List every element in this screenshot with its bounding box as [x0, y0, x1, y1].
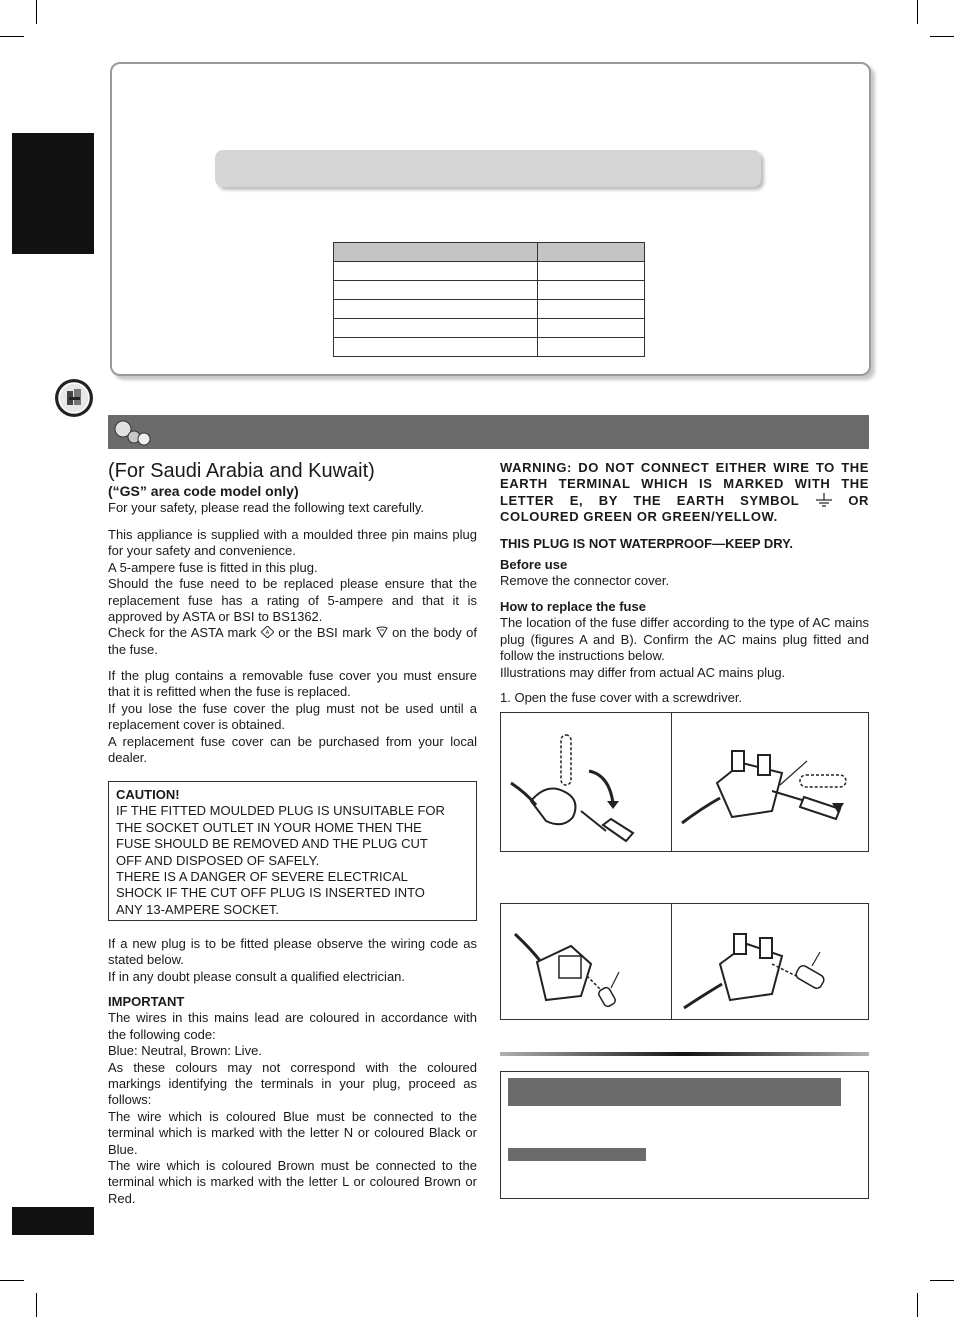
- blue-wire-text: The wire which is coloured Blue must be connected to the terminal which is marked with the letter N or coloured Black or Blue.: [108, 1108, 477, 1157]
- asta-mark-icon: [261, 626, 274, 638]
- wire-code-text: The wires in this mains lead are coloured in accordance with the following code:: [108, 1010, 477, 1042]
- plug-b-screwdriver-illustration: [672, 713, 868, 851]
- caution-line: THE SOCKET OUTLET IN YOUR HOME THEN THE: [116, 819, 422, 835]
- gradient-divider: [500, 1052, 869, 1056]
- earth-warning: WARNING: DO NOT CONNECT EITHER WIRE TO THE EARTH TERMINAL WHICH IS MARKED WITH THE LETTER E, BY THE EARTH SYMBOL OR COLOURED GREEN OR GREEN/YELLOW.: [500, 460, 870, 525]
- electrician-text: If in any doubt please consult a qualified electrician.: [108, 968, 406, 984]
- before-use-title: Before use: [500, 557, 568, 572]
- info-round-icon: [54, 378, 94, 418]
- caution-box: [108, 781, 477, 921]
- new-plug-text: If a new plug is to be fitted please observe the wiring code as stated below.: [108, 936, 477, 968]
- caution-line: SHOCK IF THE CUT OFF PLUG IS INSERTED INTO: [116, 885, 425, 901]
- bottom-box-subheader-bar: [508, 1148, 646, 1161]
- box-heading-bar: [215, 150, 761, 187]
- plug-a-fuse-illustration: [501, 904, 671, 1019]
- section-title: (For Saudi Arabia and Kuwait): [108, 460, 375, 482]
- plug-paragraph: This appliance is supplied with a moulded three pin mains plug for your safety and convenience.: [108, 527, 477, 559]
- figure-replace-fuse: [500, 903, 869, 1020]
- bsi-mark-icon: [376, 626, 388, 638]
- markings-text: As these colours may not correspond with the coloured markings identifying the terminals in your plug, proceed as follows:: [108, 1059, 477, 1108]
- bottom-box-header-bar: [508, 1078, 841, 1106]
- before-use-text: Remove the connector cover.: [500, 573, 670, 589]
- lost-cover-text: If you lose the fuse cover the plug must not be used until a replacement cover is obtained.: [108, 700, 477, 733]
- fuse-rating-text: A 5-ampere fuse is fitted in this plug.: [108, 559, 318, 575]
- replacement-text: Should the fuse need to be replaced please ensure that the replacement fuse has a rating of 5-ampere and that it is approved by ASTA or BSI to BS1362.: [108, 576, 477, 625]
- caution-title: CAUTION!: [116, 787, 180, 802]
- page-number-tab: [12, 1207, 94, 1235]
- side-tab: [12, 133, 94, 254]
- brown-wire-text: The wire which is coloured Brown must be connected to the terminal which is marked with the letter L or coloured Brown or Red.: [108, 1158, 477, 1206]
- section-banner: [108, 415, 869, 449]
- section-subtitle: (“GS” area code model only): [108, 483, 299, 499]
- howto-title: How to replace the fuse: [500, 599, 646, 614]
- dealer-text: A replacement fuse cover can be purchased from your local dealer.: [108, 733, 477, 766]
- earth-symbol-icon: [815, 493, 833, 507]
- step-1-text: 1. Open the fuse cover with a screwdriver.: [500, 690, 743, 705]
- caution-line: IF THE FITTED MOULDED PLUG IS UNSUITABLE FOR: [116, 803, 445, 819]
- svg-text:A: A: [265, 630, 270, 637]
- plug-a-screwdriver-illustration: [501, 713, 671, 851]
- asta-text: Check for the ASTA mark A or the BSI mark on the body of the fuse.: [108, 625, 478, 657]
- caution-line: THERE IS A DANGER OF SEVERE ELECTRICAL: [116, 869, 408, 885]
- specification-table: [333, 242, 645, 357]
- fuse-cover-text: If the plug contains a removable fuse cover you must ensure that it is refitted when the fuse is replaced.: [108, 668, 477, 700]
- caution-line: OFF AND DISPOSED OF SAFELY.: [116, 852, 320, 868]
- caution-line: FUSE SHOULD BE REMOVED AND THE PLUG CUT: [116, 836, 428, 852]
- bubbles-icon: [108, 415, 156, 449]
- wire-colours-text: Blue: Neutral, Brown: Live.: [108, 1043, 262, 1059]
- intro-text: For your safety, please read the following text carefully.: [108, 500, 425, 515]
- caution-line: ANY 13-AMPERE SOCKET.: [116, 901, 280, 917]
- howto-text: The location of the fuse differ according to the type of AC mains plug (figures A and B). Confirm the AC mains plug fitted and follow the instructions below.: [500, 615, 869, 664]
- waterproof-warning: THIS PLUG IS NOT WATERPROOF—KEEP DRY.: [500, 536, 794, 551]
- figure-open-cover: [500, 712, 869, 852]
- important-title: IMPORTANT: [108, 994, 185, 1009]
- plug-b-fuse-illustration: [672, 904, 868, 1019]
- illustrations-note: Illustrations may differ from actual AC mains plug.: [500, 664, 786, 680]
